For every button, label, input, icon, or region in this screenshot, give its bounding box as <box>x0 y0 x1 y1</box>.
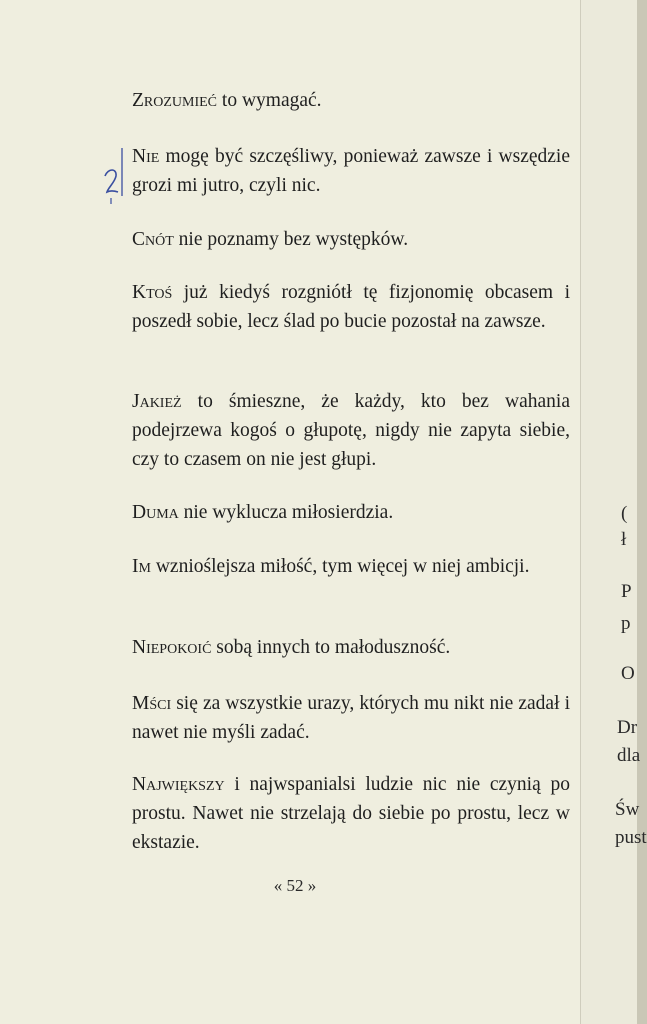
aphorism-lead: Mści <box>132 693 172 714</box>
aphorism-5 <box>132 387 570 474</box>
aphorism-7 <box>132 552 570 581</box>
aphorism-6 <box>132 498 570 527</box>
next-page-fragment: ł <box>621 529 627 550</box>
aphorism-text: mogę być szczęśliwy, ponieważ zawsze i wszędzie grozi mi jutro, czyli nic. <box>132 146 570 196</box>
next-page-fragment: Dr <box>617 717 638 738</box>
aphorism-text: i najwspanialsi ludzie nic nie czynią po prostu. Nawet nie strzelają do siebie po prostu, lecz w ekstazie. <box>132 774 570 853</box>
aphorism-lead: Nie <box>132 146 160 167</box>
handwritten-margin-mark <box>100 146 126 210</box>
margin-note-text: 2 <box>102 208 103 209</box>
page-number: « 52 » <box>273 876 317 895</box>
aphorism-text: się za wszystkie urazy, których mu nikt nie zadał i nawet nie myśli zadać. <box>132 693 570 743</box>
aphorism-lead: Jakież <box>132 391 182 412</box>
aphorism-text: to wymagać. <box>217 90 322 111</box>
aphorism-lead: Największy <box>132 774 225 795</box>
aphorism-text: już kiedyś rozgniótł tę fizjonomię obcasem i poszedł sobie, lecz ślad po bucie pozostał na zawsze. <box>132 282 570 332</box>
aphorism-8 <box>132 633 570 662</box>
next-page-fragment: Św <box>615 799 640 820</box>
aphorism-2 <box>132 142 570 200</box>
aphorism-text: to śmieszne, że każdy, kto bez wahania podejrzewa kogoś o głupotę, nigdy nie zapyta siebie, czy to czasem on nie jest głupi. <box>132 391 570 470</box>
aphorism-lead: Ktoś <box>132 282 173 303</box>
next-page-fragment: O <box>621 663 635 684</box>
next-page-fragment: pust <box>615 827 647 848</box>
next-page-fragment: ( <box>621 503 628 524</box>
aphorism-4 <box>132 278 570 336</box>
next-page-fragment: P <box>621 581 632 602</box>
aphorism-text: sobą innych to małoduszność. <box>211 637 451 658</box>
aphorism-text: wznioślejsza miłość, tym więcej w niej ambicji. <box>150 556 530 577</box>
aphorism-text: nie poznamy bez występków. <box>173 229 409 250</box>
aphorism-text: nie wyklucza miłosierdzia. <box>178 502 394 523</box>
aphorism-lead: Duma <box>132 502 179 523</box>
aphorism-lead: Zrozumieć <box>132 90 218 111</box>
aphorism-1 <box>132 86 570 115</box>
aphorism-9 <box>132 689 570 747</box>
aphorism-3 <box>132 225 570 254</box>
book-page-right-edge <box>580 0 647 1024</box>
next-page-fragment: p <box>621 613 631 634</box>
aphorism-10 <box>132 770 570 857</box>
next-page-fragment: dla <box>617 745 641 766</box>
aphorism-lead: Im <box>132 556 151 577</box>
aphorism-lead: Niepokoić <box>132 637 212 658</box>
aphorism-lead: Cnót <box>132 229 174 250</box>
